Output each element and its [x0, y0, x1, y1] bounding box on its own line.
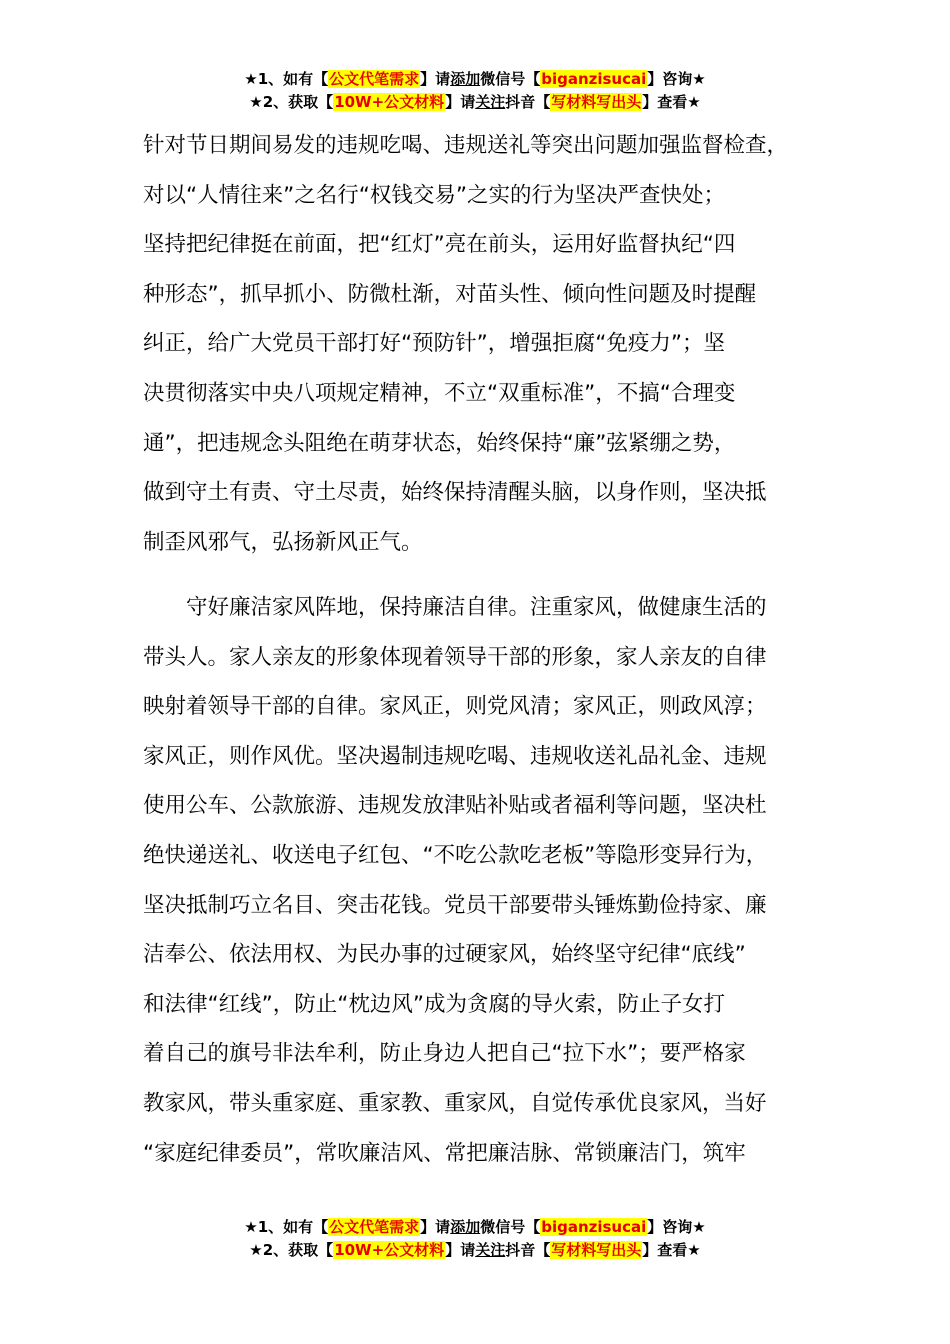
banner-text: 】查看★	[642, 1241, 701, 1259]
highlight-wechat-id: biganzisucai	[541, 1218, 647, 1236]
banner-text: 】请	[445, 93, 476, 111]
text-line: 坚决抵制巧立名目、突击花钱。党员干部要带头锤炼勤俭持家、廉	[143, 892, 767, 918]
highlight-service: 公文代笔需求	[329, 70, 420, 88]
text-line: 坚持把纪律挺在前面，把“红灯”亮在前头，运用好监督执纪“四	[143, 232, 736, 258]
text-line: 种形态”，抓早抓小、防微杜渐，对苗头性、倾向性问题及时提醒	[143, 281, 757, 307]
banner-text: 微信号【	[480, 70, 541, 88]
banner-text: 】查看★	[642, 93, 701, 111]
text-line: 制歪风邪气，弘扬新风正气。	[143, 529, 423, 555]
text-line: “家庭纪律委员”，常吹廉洁风、常把廉洁脉、常锁廉洁门，筑牢	[143, 1140, 746, 1166]
banner-emphasis: 关注	[475, 93, 506, 111]
banner-text: ★2、获取【	[249, 93, 334, 111]
text-line: 家风正，则作风优。坚决遏制违规吃喝、违规收送礼品礼金、违规	[143, 743, 767, 769]
banner-text: 】咨询★	[647, 70, 706, 88]
banner-line-2	[0, 91, 950, 114]
highlight-douyin: 写材料写出头	[551, 1241, 642, 1259]
footer-banner	[0, 1216, 950, 1262]
banner-line-1	[0, 1216, 950, 1239]
banner-text: 】请	[420, 70, 451, 88]
header-banner	[0, 68, 950, 114]
highlight-materials: 10W+公文材料	[334, 1241, 445, 1259]
text-line: 决贯彻落实中央八项规定精神，不立“双重标准”，不搞“合理变	[143, 380, 736, 406]
text-line: 对以“人情往来”之名行“权钱交易”之实的行为坚决严查快处；	[143, 182, 726, 208]
banner-line-1	[0, 68, 950, 91]
highlight-douyin: 写材料写出头	[551, 93, 642, 111]
text-line: 通”，把违规念头阻绝在萌芽状态，始终保持“廉”弦紧绷之势，	[143, 430, 736, 456]
banner-emphasis: 添加	[450, 1218, 481, 1236]
highlight-materials: 10W+公文材料	[334, 93, 445, 111]
banner-text: ★2、获取【	[249, 1241, 334, 1259]
text-line: 着自己的旗号非法牟利，防止身边人把自己“拉下水”；要严格家	[143, 1041, 746, 1067]
text-line: 针对节日期间易发的违规吃喝、违规送礼等突出问题加强监督检查，	[143, 133, 789, 158]
banner-text: ★1、如有【	[244, 1218, 329, 1236]
text-line: 纠正，给广大党员干部打好“预防针”，增强拒腐“免疫力”；坚	[143, 331, 726, 357]
paragraph-2	[143, 583, 833, 1178]
text-line: 使用公车、公款旅游、违规发放津贴补贴或者福利等问题，坚决杜	[143, 793, 767, 819]
banner-line-2	[0, 1239, 950, 1262]
text-line: 映射着领导干部的自律。家风正，则党风清；家风正，则政风淳；	[143, 694, 767, 720]
text-line: 和法律“红线”，防止“枕边风”成为贪腐的导火索，防止子女打	[143, 991, 726, 1017]
text-line: 做到守土有责、守土尽责，始终保持清醒头脑，以身作则，坚决抵	[143, 480, 767, 506]
banner-emphasis: 添加	[450, 70, 481, 88]
highlight-wechat-id: biganzisucai	[541, 70, 647, 88]
text-line: 带头人。家人亲友的形象体现着领导干部的形象，家人亲友的自律	[143, 644, 767, 670]
text-line: 守好廉洁家风阵地，保持廉洁自律。注重家风，做健康生活的	[186, 595, 767, 620]
text-line: 教家风，带头重家庭、重家教、重家风，自觉传承优良家风，当好	[143, 1090, 767, 1116]
banner-text: 】请	[445, 1241, 476, 1259]
text-line: 洁奉公、依法用权、为民办事的过硬家风，始终坚守纪律“底线”	[143, 942, 746, 968]
paragraph-1	[143, 121, 833, 567]
banner-text: 】咨询★	[647, 1218, 706, 1236]
banner-text: 微信号【	[480, 1218, 541, 1236]
banner-emphasis: 关注	[475, 1241, 506, 1259]
banner-text: 抖音【	[505, 1241, 551, 1259]
banner-text: 抖音【	[505, 93, 551, 111]
banner-text: ★1、如有【	[244, 70, 329, 88]
banner-text: 】请	[420, 1218, 451, 1236]
text-line: 绝快递送礼、收送电子红包、“不吃公款吃老板”等隐形变异行为，	[143, 842, 768, 868]
highlight-service: 公文代笔需求	[329, 1218, 420, 1236]
